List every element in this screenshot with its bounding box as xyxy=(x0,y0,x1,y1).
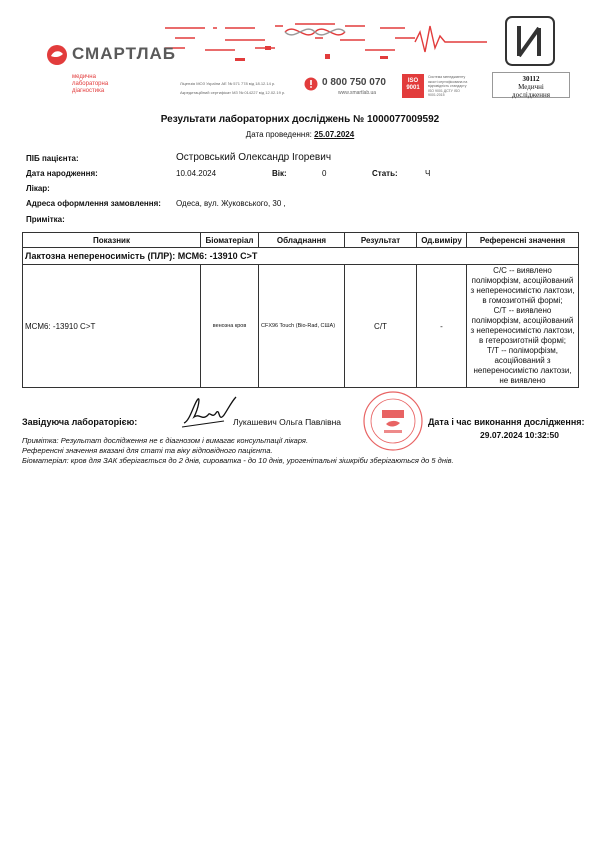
result-cell: С/Т xyxy=(345,265,417,388)
results-table xyxy=(22,232,579,388)
smartlab-logo-icon xyxy=(46,44,68,66)
col-unit: Од.виміру xyxy=(417,233,467,248)
signature xyxy=(180,393,240,433)
dob-label: Дата народження: xyxy=(26,169,98,178)
patient-name-label: ПІБ пацієнта: xyxy=(26,154,79,163)
iso-badge: ISO 9001 xyxy=(402,74,424,98)
age-label: Вік: xyxy=(272,169,287,178)
address-label: Адреса оформлення замовлення: xyxy=(26,199,161,208)
section-title: Лактозна непереносимість (ПЛР): МСМ6: -13910 С>Т xyxy=(23,248,579,265)
completion-date-label: Дата і час виконання дослідження: xyxy=(428,417,585,427)
patient-name: Островський Олександр Ігоревич xyxy=(176,152,332,163)
reference-cell: С/С -- виявлено поліморфізм, асоційований з непереносимістю лактози, в гомозиготній формі; С/Т -- виявлено поліморфізм, асоційований з непереносимістю лактози, в гетерозиготній формі; Т/Т -- поліморфізм, асоційований з непереносимістю лактози, не виявлено xyxy=(467,265,579,388)
phone-icon xyxy=(304,77,318,91)
iso-certification-text: Система менеджменту якості сертифікована на відповідність стандарту ISO 9001 ДСТУ ISO 9001:2015 xyxy=(428,75,468,97)
sex-label: Стать: xyxy=(372,169,398,178)
col-result: Результат xyxy=(345,233,417,248)
note-label: Примітка: xyxy=(26,215,65,224)
head-of-lab-name: Лукашевич Ольга Павлівна xyxy=(233,417,342,427)
dob-value: 10.04.2024 xyxy=(176,169,217,178)
biomaterial-cell: венозна кров xyxy=(201,265,259,388)
footer-notes: Примітка: Результат дослідження не є діагнозом і вимагає консультації лікаря. Референсні значення вказані для статі та віку відповідного пацієнта. Біоматеріал: кров для ЗАК зберігається до 2 днів, сироватка - до 10 днів, урогенітальні зішкріби зберігаються до 5 днів. xyxy=(22,436,454,465)
col-indicator: Показник xyxy=(23,233,201,248)
indicator-cell: МСМ6: -13910 С>Т xyxy=(23,265,201,388)
medical-research-box: 30112 Медичні дослідження xyxy=(492,72,570,98)
table-row xyxy=(23,265,579,388)
website: www.smartlab.ua xyxy=(338,90,377,96)
doctor-label: Лікар: xyxy=(26,184,50,193)
head-of-lab-label: Завідуюча лабораторією: xyxy=(22,417,138,427)
medical-research-logo xyxy=(505,16,555,66)
sex-value: Ч xyxy=(425,169,431,178)
completion-date-value: 29.07.2024 10:32:50 xyxy=(480,430,559,440)
table-header xyxy=(23,233,579,248)
col-biomaterial: Біоматеріал xyxy=(201,233,259,248)
address-value: Одеса, вул. Жуковського, 30 , xyxy=(176,199,286,208)
equipment-cell: CFX96 Touch (Bio-Rad, США) xyxy=(259,265,345,388)
phone-number: 0 800 750 070 xyxy=(322,77,386,88)
report-title: Результати лабораторних досліджень № 1000077009592 xyxy=(160,114,440,125)
col-reference: Референсні значення xyxy=(467,233,579,248)
brand-name: СМАРТЛАБ xyxy=(72,44,176,63)
licence-info: Ліцензія МОЗ України АЕ № 571 778 від 18.12.14 р. Акредитаційний сертифікат МЗ № 014227 від 12.02.19 р. xyxy=(180,81,286,95)
dna-wave-graphic xyxy=(165,18,487,66)
col-equipment: Обладнання xyxy=(259,233,345,248)
section-row xyxy=(23,248,579,265)
test-date: Дата проведення: 25.07.2024 xyxy=(245,130,355,139)
age-value: 0 xyxy=(322,169,327,178)
unit-cell: - xyxy=(417,265,467,388)
brand-tagline: медична лабораторна діагностика xyxy=(72,74,109,94)
